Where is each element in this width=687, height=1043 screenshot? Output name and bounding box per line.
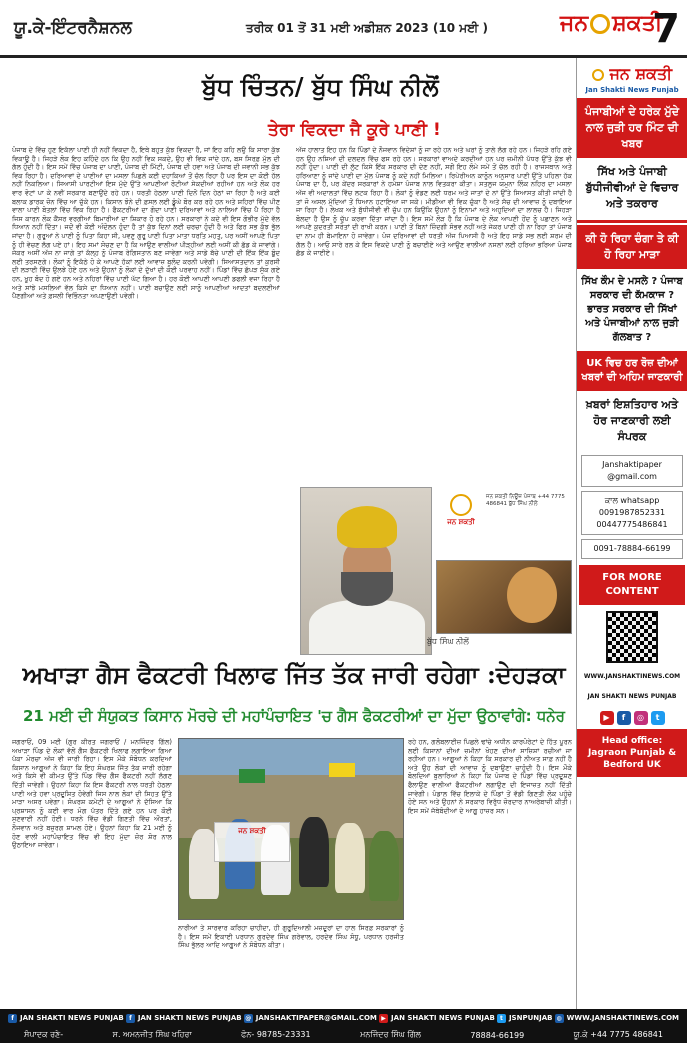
author-photo — [300, 487, 432, 655]
footer-credit: ਯੂ.ਕੇ +44 7775 486841 — [573, 1030, 663, 1039]
article-body-col1: ਪੰਜਾਬ ਦੇ ਵਿੱਚ ਹੁਣ ਇਕੱਲਾ ਪਾਣੀ ਹੀ ਨਹੀਂ ਵਿਕਦਾ ਹੈ, ਇਥੇ ਬਹੁਤ ਕੁੱਝ ਵਿਕਦਾ ਹੈ, ਜਾਂ ਇਹ ਕਹਿ ਲਉ ਕਿ ਸਾਰਾ ਕੁੱਝ ਵਿਕਾਊ ਹੈ। ਜਿਹੜੇ ਲੋਕ ਇਹ ਕਹਿੰਦੇ ਹਨ ਕਿ ਉਹ ਨਹੀਂ ਵਿਕ ਸਕਦੇ, ਉਹ ਵੀ ਵਿਕ ਜਾਂਦੇ ਹਨ, ਬਸ ਸਿਰਫ਼ ਮੁੱਲ ਦੀ ਗੱਲ ਹੁੰਦੀ ਹੈ। ਇਸ ਸਮੇਂ ਵਿੱਚ ਪੰਜਾਬ ਦਾ ਪਾਣੀ, ਪੰਜਾਬ ਦੀ ਮਿੱਟੀ, ਪੰਜਾਬ ਦੀ ਹਵਾ ਅਤੇ ਪੰਜਾਬ ਦੀ ਜਵਾਨੀ ਸਭ ਕੁੱਝ ਵਿਕ ਰਿਹਾ ਹੈ। ਦਰਿਆਵਾਂ ਦੇ ਪਾਣੀਆਂ ਦਾ ਮਸਲਾ ਪਿਛਲੇ ਕਈ ਦਹਾਕਿਆਂ ਤੋਂ ਚੱਲ ਰਿਹਾ ਹੈ ਪਰ ਇਸ ਦਾ ਕੋਈ ਹੱਲ ਨਹੀਂ ਨਿਕਲਿਆ। ਸਿਆਸੀ ਪਾਰਟੀਆਂ ਇਸ ਮੁੱਦੇ ਉੱਤੇ ਆਪਣੀਆਂ ਰੋਟੀਆਂ ਸੇਕਦੀਆਂ ਰਹੀਆਂ ਹਨ ਅਤੇ ਲੋਕ ਹਰ ਵਾਰ ਵੋਟਾਂ ਪਾ ਕੇ ਨਵੀਂ ਸਰਕਾਰ ਬਣਾਉਂਦੇ ਰਹੇ ਹਨ। ਧਰਤੀ ਹੇਠਲਾ ਪਾਣੀ ਦਿਨੋਂ ਦਿਨ ਹੇਠਾਂ ਜਾ ਰਿਹਾ ਹੈ ਅਤੇ ਕਈ ਬਲਾਕ ਡਾਰਕ ਜ਼ੋਨ ਵਿੱਚ ਆ ਚੁੱਕੇ ਹਨ। ਕਿਸਾਨ ਝੋਨੇ ਦੀ ਫ਼ਸਲ ਲਈ ਡੂੰਘੇ ਬੋਰ ਕਰ ਰਹੇ ਹਨ ਅਤੇ ਸ਼ਹਿਰਾਂ ਵਿੱਚ ਪੀਣ ਵਾਲਾ ਪਾਣੀ ਬੋਤਲਾਂ ਵਿੱਚ ਵਿਕ ਰਿਹਾ ਹੈ। ਫੈਕਟਰੀਆਂ ਦਾ ਗੰਦਾ ਪਾਣੀ ਦਰਿਆਵਾਂ ਅਤੇ ਨਾਲਿਆਂ ਵਿੱਚ ਪੈ ਰਿਹਾ ਹੈ ਜਿਸ ਕਾਰਨ ਲੋਕ ਕੈਂਸਰ ਵਰਗੀਆਂ ਬਿਮਾਰੀਆਂ ਦਾ ਸ਼ਿਕਾਰ ਹੋ ਰਹੇ ਹਨ। ਸਰਕਾਰਾਂ ਨੇ ਕਦੇ ਵੀ ਇਸ ਗੰਭੀਰ ਮੁੱਦੇ ਵੱਲ ਧਿਆਨ ਨਹੀਂ ਦਿੱਤਾ। ਜਦੋਂ ਵੀ ਕੋਈ ਅੰਦੋਲਨ ਹੁੰਦਾ ਹੈ ਤਾਂ ਕੁੱਝ ਦਿਨਾਂ ਲਈ ਚਰਚਾ ਹੁੰਦੀ ਹੈ ਅਤੇ ਫਿਰ ਸਭ ਕੁੱਝ ਭੁੱਲ ਜਾਂਦਾ ਹੈ। ਗੁਰੂਆਂ ਨੇ ਪਾਣੀ ਨੂੰ ਪਿਤਾ ਕਿਹਾ ਸੀ, ਪਵਣੁ ਗੁਰੂ ਪਾਣੀ ਪਿਤਾ ਮਾਤਾ ਧਰਤਿ ਮਹਤੁ, ਪਰ ਅਸੀਂ ਆਪਣੇ ਪਿਤਾ ਨੂੰ ਹੀ ਵੇਚਣ ਲੱਗ ਪਏ ਹਾਂ। ਇਹ ਸਮਾਂ ਸੋਚਣ ਦਾ ਹੈ ਕਿ ਆਉਣ ਵਾਲੀਆਂ ਪੀੜ੍ਹੀਆਂ ਲਈ ਅਸੀਂ ਕੀ ਛੱਡ ਕੇ ਜਾਵਾਂਗੇ। ਜੇਕਰ ਅਸੀਂ ਅੱਜ ਨਾ ਜਾਗੇ ਤਾਂ ਕੱਲ੍ਹ ਨੂੰ ਪੰਜਾਬ ਰੇਗਿਸਤਾਨ ਬਣ ਜਾਵੇਗਾ ਅਤੇ ਸਾਡੇ ਬੱਚੇ ਪਾਣੀ ਦੀ ਇੱਕ ਇੱਕ ਬੂੰਦ ਲਈ ਤਰਸਣਗੇ। ਲੋਕਾਂ ਨੂੰ ਇਕੱਠੇ ਹੋ ਕੇ ਆਪਣੇ ਹੱਕਾਂ ਲਈ ਆਵਾਜ਼ ਬੁਲੰਦ ਕਰਨੀ ਪਵੇਗੀ। ਸਿਆਸਤਦਾਨ ਤਾਂ ਕੁਰਸੀ ਦੀ ਲੜਾਈ ਵਿੱਚ ਉਲਝੇ ਹੋਏ ਹਨ ਅਤੇ ਉਹਨਾਂ ਨੂੰ ਲੋਕਾਂ ਦੇ ਦੁੱਖਾਂ ਦੀ ਕੋਈ ਪਰਵਾਹ ਨਹੀਂ। ਪਿੰਡਾਂ ਵਿੱਚ ਛੱਪੜ ਸੁੱਕ ਗਏ ਹਨ, ਖੂਹ ਬੰਦ ਹੋ ਗਏ ਹਨ ਅਤੇ ਨਹਿਰਾਂ ਵਿੱਚ ਪਾਣੀ ਘੱਟ ਗਿਆ ਹੈ। ਹਰ ਕੋਈ ਆਪਣੀ ਆਪਣੀ ਡਫਲੀ ਵਜਾ ਰਿਹਾ ਹੈ ਅਤੇ ਸਾਂਝੇ ਮਸਲਿਆਂ ਵੱਲ ਕਿਸੇ ਦਾ ਧਿਆਨ ਨਹੀਂ। ਪਾਣੀ ਬਚਾਉਣ ਲਈ ਸਾਨੂੰ ਆਪਣੀਆਂ ਆਦਤਾਂ ਬਦਲਣੀਆਂ ਪੈਣਗੀਆਂ ਅਤੇ ਫ਼ਸਲੀ ਵਿਭਿੰਨਤਾ ਅਪਣਾਉਣੀ ਪਵੇਗੀ। — [12, 146, 280, 301]
youtube-icon: ▶ — [379, 1014, 388, 1023]
article2-headline: ਅਖਾੜਾ ਗੈਸ ਫੈਕਟਰੀ ਖਿਲਾਫ ਜਿੱਤ ਤੱਕ ਜਾਰੀ ਰਹੇਗਾ :ਦੇਹੜਕਾ — [22, 660, 566, 689]
sidebar-promo-news: ਪੰਜਾਬੀਆਂ ਦੇ ਹਰੇਕ ਮੁੱਦੇ ਨਾਲ ਜੁੜੀ ਹਰ ਮਿੰਟ ਦੀ ਖਬਰ — [577, 98, 687, 158]
logo-text-right: ਸ਼ਕਤੀ — [612, 10, 663, 36]
section-title: ਯੂ.ਕੇ-ਇੰਟਰਨੈਸ਼ਨਲ — [14, 18, 132, 38]
mail-icon: @ — [245, 1014, 252, 1022]
footer-link-label: WWW.JANSHAKTINEWS.COM — [566, 1014, 679, 1022]
social-icon: f — [126, 1014, 135, 1023]
article-subheadline: ਤੇਰਾ ਵਿਕਦਾ ਜੈ ਕੂਰੇ ਪਾਣੀ ! — [268, 120, 441, 140]
protest-photo — [178, 738, 404, 920]
article2-body-col1: ਜਗਰਾਓਂ, 09 ਮਈ (ਗੁਰ ਕੀਰਤ ਜਗਰਾਓਂ / ਮਨਜਿੰਦਰ ਗਿੱਲ) ਅਖਾੜਾ ਪਿੰਡ ਦੇ ਲੋਕਾਂ ਵੱਲੋਂ ਗੈਸ ਫੈਕਟਰੀ ਖਿਲਾਫ ਲਗਾਇਆ ਗਿਆ ਪੱਕਾ ਮੋਰਚਾ ਅੱਜ ਵੀ ਜਾਰੀ ਰਿਹਾ। ਇਸ ਮੌਕੇ ਸੰਬੋਧਨ ਕਰਦਿਆਂ ਕਿਸਾਨ ਆਗੂਆਂ ਨੇ ਕਿਹਾ ਕਿ ਇਹ ਸੰਘਰਸ਼ ਜਿੱਤ ਤੱਕ ਜਾਰੀ ਰਹੇਗਾ ਅਤੇ ਕਿਸੇ ਵੀ ਕੀਮਤ ਉੱਤੇ ਪਿੰਡ ਵਿੱਚ ਗੈਸ ਫੈਕਟਰੀ ਨਹੀਂ ਲੱਗਣ ਦਿੱਤੀ ਜਾਵੇਗੀ। ਉਹਨਾਂ ਕਿਹਾ ਕਿ ਇਸ ਫੈਕਟਰੀ ਨਾਲ ਧਰਤੀ ਹੇਠਲਾ ਪਾਣੀ ਅਤੇ ਹਵਾ ਪ੍ਰਦੂਸ਼ਿਤ ਹੋਵੇਗੀ ਜਿਸ ਨਾਲ ਲੋਕਾਂ ਦੀ ਸਿਹਤ ਉੱਤੇ ਮਾੜਾ ਅਸਰ ਪਵੇਗਾ। ਸੰਘਰਸ਼ ਕਮੇਟੀ ਦੇ ਆਗੂਆਂ ਨੇ ਦੱਸਿਆ ਕਿ ਪ੍ਰਸ਼ਾਸਨ ਨੂੰ ਕਈ ਵਾਰ ਮੰਗ ਪੱਤਰ ਦਿੱਤੇ ਗਏ ਹਨ ਪਰ ਕੋਈ ਸੁਣਵਾਈ ਨਹੀਂ ਹੋਈ। ਧਰਨੇ ਵਿੱਚ ਵੱਡੀ ਗਿਣਤੀ ਵਿੱਚ ਔਰਤਾਂ, ਨੌਜਵਾਨ ਅਤੇ ਬਜ਼ੁਰਗ ਸ਼ਾਮਲ ਹੋਏ। ਉਹਨਾਂ ਕਿਹਾ ਕਿ 21 ਮਈ ਨੂੰ ਹੋਣ ਵਾਲੀ ਮਹਾਂਪੰਚਾਇਤ ਵਿੱਚ ਵੀ ਇਹ ਮੁੱਦਾ ਜ਼ੋਰ ਸ਼ੋਰ ਨਾਲ ਉਠਾਇਆ ਜਾਵੇਗਾ। — [12, 738, 172, 850]
footer-credits — [0, 1028, 687, 1042]
sidebar-logo-text: ਜਨ ਸ਼ਕਤੀ — [609, 64, 673, 83]
sidebar-promo-good-bad: ਕੀ ਹੋ ਰਿਹਾ ਚੰਗਾ ਤੇ ਕੀ ਹੋ ਰਿਹਾ ਮਾੜਾ — [577, 225, 687, 269]
footer-credit: ਮਨਜਿੰਦਰ ਸਿੰਘ ਗਿੱਲ — [360, 1030, 421, 1039]
sidebar-logo — [577, 64, 687, 84]
youtube-icon[interactable]: ▶ — [600, 711, 614, 725]
photo-person — [369, 831, 399, 901]
head-office: Head office: Jagraon Punjab & Bedford UK — [577, 729, 687, 777]
twitter-icon: t — [497, 1014, 506, 1023]
footer-links — [0, 1011, 687, 1025]
footer-link-item[interactable] — [126, 1014, 242, 1023]
footer-link-item[interactable] — [497, 1014, 553, 1023]
photo-turban — [337, 506, 397, 548]
phone-uk[interactable]: 00447775486841 — [596, 520, 668, 529]
sidebar-promo-views: ਸਿੱਖ ਅਤੇ ਪੰਜਾਬੀ ਬੁੱਧੀਜੀਵੀਆਂ ਦੇ ਵਿਚਾਰ ਅਤੇ ਤਕਰਾਰ — [577, 158, 687, 218]
inset-logo — [436, 492, 486, 552]
sidebar-logo-ring-icon — [592, 69, 604, 81]
sidebar-email[interactable]: Janshaktipaper @gmail.com — [581, 455, 683, 487]
article2-subheadline: 21 ਮਈ ਦੀ ਸੰਯੁਕਤ ਕਿਸਾਨ ਮੋਰਚੇ ਦੀ ਮਹਾਂਪੰਚਾਇਤ 'ਚ ਗੈਸ ਫੈਕਟਰੀਆਂ ਦਾ ਮੁੱਦਾ ਉਠਾਵਾਂਗੇ: ਧਨੇਰ — [23, 707, 565, 725]
inset-contact: ਜਨ ਸ਼ਕਤੀ ਨਿਊਜ਼ ਪੰਜਾਬ +44 7775 486841 ਬੁੱਧ ਸਿੰਘ ਨੀਲੋਂ — [486, 494, 565, 507]
article2-body-bottom: ਨਾਰੀਆਂ ਤੇ ਸਾਰਵਾਰ ਕਰਿਹਾ ਚਾਹੀਦਾ, ਹੀ ਗੁਰੂਦਿਆਲੀ ਮਜ਼ਦੂਰਾਂ ਦਾ ਹਾਲ ਸਿਰਫ਼ ਸਰਕਾਰਾਂ ਨੂੰ ਹੈ। ਇਸ ਸਮੇਂ ਇਕਾਈ ਪਰਧਾਨ ਗੁਰਦੇਵ ਸਿੰਘ ਗਰੇਵਾਲ, ਹਰਦੇਵ ਸਿੰਘ ਸੰਧੂ, ਪਰਧਾਨ ਹਰਜੀਤ ਸਿੰਘ ਭੁੱਲਰ ਆਦਿ ਆਗੂਆਂ ਨੇ ਸੰਬੋਧਨ ਕੀਤਾ। — [178, 924, 404, 950]
instagram-icon[interactable]: ◎ — [634, 711, 648, 725]
social-icons — [577, 711, 687, 725]
footer-link-item[interactable] — [379, 1014, 495, 1023]
sidebar — [576, 58, 687, 1009]
sidebar-promo-issues: ਸਿੱਖ ਕੌਮ ਦੇ ਮਸਲੇ ? ਪੰਜਾਬ ਸਰਕਾਰ ਦੀ ਕੱਮਕਾਜ ? ਭਾਰਤ ਸਰਕਾਰ ਦੀ ਸਿੱਖਾਂ ਅਤੇ ਪੰਜਾਬੀਆਂ ਨਾਲ ਜੁੜੀ ਗੱਲਬਾਤ ? — [577, 269, 687, 351]
social-icon: f — [8, 1014, 17, 1023]
footer-link-label: JSNPUNJAB — [508, 1014, 553, 1022]
photo-person — [299, 817, 329, 887]
footer-link-item[interactable] — [244, 1014, 377, 1023]
lion-mane — [507, 567, 557, 623]
sidebar-divider — [577, 220, 687, 223]
qr-code-icon — [606, 611, 658, 663]
logo-text-left: ਜਨ — [560, 10, 589, 36]
footer-credit: 78884-66199 — [470, 1030, 525, 1040]
photo-shirt — [309, 600, 425, 655]
article-opinion — [12, 62, 572, 652]
article-headline: ਬੁੱਧ ਚਿੰਤਨ/ ਬੁੱਧ ਸਿੰਘ ਨੀਲੋਂ — [202, 72, 439, 101]
footer-credit: ਸ. ਅਮਨਜੀਤ ਸਿੰਘ ਖਹਿਰਾ — [112, 1030, 192, 1039]
page-footer — [0, 1009, 687, 1043]
photo-flag — [239, 769, 265, 783]
page-header — [0, 0, 687, 58]
lion-image — [436, 560, 572, 634]
sidebar-promo-contact: ਖ਼ਬਰਾਂ ਇਸ਼ਤਿਹਾਰ ਅਤੇ ਹੋਰ ਜਾਣਕਾਰੀ ਲਈ ਸੰਪਰਕ — [577, 391, 687, 451]
whatsapp-label: ਕਾਲ whatsapp — [604, 496, 660, 505]
photo-beard — [341, 572, 393, 606]
phone-alt[interactable]: 0091-78884-66199 — [581, 539, 683, 559]
photo-watermark-logo: ਜਨ ਸ਼ਕਤੀ — [214, 822, 290, 862]
footer-link-label: JAN SHAKTI NEWS PUNJAB — [137, 1014, 242, 1022]
more-content-banner: FOR MORE CONTENT — [579, 565, 685, 605]
footer-link-label: JAN SHAKTI NEWS PUNJAB — [391, 1014, 495, 1022]
phone-india[interactable]: 0091987852331 — [598, 508, 666, 517]
sidebar-phones — [581, 491, 683, 535]
page-number: 7 — [652, 6, 680, 52]
photo-person — [335, 823, 365, 893]
footer-link-label: JAN SHAKTI NEWS PUNJAB — [20, 1014, 124, 1022]
facebook-icon[interactable]: f — [617, 711, 631, 725]
logo-ring-icon — [590, 14, 610, 34]
footer-link-item[interactable] — [8, 1014, 124, 1023]
sidebar-brand: Jan Shakti News Punjab — [585, 86, 679, 94]
inset-logo-text: ਜਨ ਸ਼ਕਤੀ — [447, 518, 475, 526]
author-caption: ਬੁੱਧ ਸਿੰਘ ਨੀਲੋਂ — [427, 637, 469, 646]
sidebar-promo-uk: UK ਵਿਚ ਹਰ ਰੋਜ਼ ਦੀਆਂ ਖਬਰਾਂ ਦੀ ਅਹਿਮ ਜਾਣਕਾਰੀ — [577, 351, 687, 391]
footer-credit: ਸੰਪਾਦਕ ਰਣੇ- — [24, 1030, 64, 1039]
photo-flag — [329, 763, 355, 777]
inset-logo-ring-icon — [450, 494, 472, 516]
twitter-icon[interactable]: t — [651, 711, 665, 725]
sidebar-website[interactable]: WWW.JANSHAKTINEWS.COM — [583, 673, 681, 680]
footer-credit: ਫੋਨ- 98785-23331 — [241, 1030, 311, 1039]
article-body-col2: ਅੱਜ ਹਾਲਾਤ ਇਹ ਹਨ ਕਿ ਪਿੰਡਾਂ ਦੇ ਨੌਜਵਾਨ ਵਿਦੇਸ਼ਾਂ ਨੂੰ ਜਾ ਰਹੇ ਹਨ ਅਤੇ ਘਰਾਂ ਨੂੰ ਤਾਲੇ ਲੱਗ ਰਹੇ ਹਨ। ਜਿਹੜੇ ਰਹਿ ਗਏ ਹਨ ਉਹ ਨਸ਼ਿਆਂ ਦੀ ਦਲਦਲ ਵਿੱਚ ਫਸ ਰਹੇ ਹਨ। ਸਰਕਾਰਾਂ ਵਾਅਦੇ ਕਰਦੀਆਂ ਹਨ ਪਰ ਜ਼ਮੀਨੀ ਪੱਧਰ ਉੱਤੇ ਕੁੱਝ ਵੀ ਨਹੀਂ ਹੁੰਦਾ। ਪਾਣੀ ਦੀ ਲੁੱਟ ਕਿਸੇ ਇੱਕ ਸਰਕਾਰ ਦੀ ਦੇਣ ਨਹੀਂ, ਸਗੋਂ ਇਹ ਲੰਮੇ ਸਮੇਂ ਤੋਂ ਚੱਲ ਰਹੀ ਹੈ। ਰਾਜਸਥਾਨ ਅਤੇ ਹਰਿਆਣਾ ਨੂੰ ਜਾਂਦੇ ਪਾਣੀ ਦਾ ਮੁੱਲ ਪੰਜਾਬ ਨੂੰ ਕਦੇ ਨਹੀਂ ਮਿਲਿਆ। ਰਿਪੇਰੀਅਨ ਕਾਨੂੰਨ ਅਨੁਸਾਰ ਪਾਣੀ ਉੱਤੇ ਪਹਿਲਾ ਹੱਕ ਪੰਜਾਬ ਦਾ ਹੈ, ਪਰ ਕੇਂਦਰ ਸਰਕਾਰਾਂ ਨੇ ਹਮੇਸ਼ਾ ਪੰਜਾਬ ਨਾਲ ਵਿਤਕਰਾ ਕੀਤਾ। ਸਤਲੁਜ ਯਮੁਨਾ ਲਿੰਕ ਨਹਿਰ ਦਾ ਮਸਲਾ ਅੱਜ ਵੀ ਅਦਾਲਤਾਂ ਵਿੱਚ ਲਟਕ ਰਿਹਾ ਹੈ। ਲੋਕਾਂ ਨੂੰ ਵੰਡਣ ਲਈ ਧਰਮ ਅਤੇ ਜਾਤਾਂ ਦੇ ਨਾਂ ਉੱਤੇ ਸਿਆਸਤ ਕੀਤੀ ਜਾਂਦੀ ਹੈ ਤਾਂ ਜੋ ਅਸਲ ਮੁੱਦਿਆਂ ਤੋਂ ਧਿਆਨ ਹਟਾਇਆ ਜਾ ਸਕੇ। ਮੀਡੀਆ ਵੀ ਵਿਕ ਚੁੱਕਾ ਹੈ ਅਤੇ ਸੱਚ ਦੀ ਆਵਾਜ਼ ਨੂੰ ਦਬਾਇਆ ਜਾ ਰਿਹਾ ਹੈ। ਲੇਖਕ ਅਤੇ ਬੁੱਧੀਜੀਵੀ ਵੀ ਚੁੱਪ ਹਨ ਕਿਉਂਕਿ ਉਹਨਾਂ ਨੂੰ ਇਨਾਮਾਂ ਅਤੇ ਅਹੁਦਿਆਂ ਦਾ ਲਾਲਚ ਹੈ। ਜਿਹੜਾ ਬੋਲਦਾ ਹੈ ਉਸ ਨੂੰ ਚੁੱਪ ਕਰਵਾ ਦਿੱਤਾ ਜਾਂਦਾ ਹੈ। ਇਸ ਸਮੇਂ ਲੋੜ ਹੈ ਕਿ ਪੰਜਾਬ ਦੇ ਲੋਕ ਆਪਣੀ ਹੋਂਦ ਨੂੰ ਪਛਾਣਨ ਅਤੇ ਆਪਣੇ ਕੁਦਰਤੀ ਸਰੋਤਾਂ ਦੀ ਰਾਖੀ ਕਰਨ। ਪਾਣੀ ਤੋਂ ਬਿਨਾਂ ਜ਼ਿੰਦਗੀ ਸੰਭਵ ਨਹੀਂ ਅਤੇ ਜੇਕਰ ਪਾਣੀ ਹੀ ਨਾ ਰਿਹਾ ਤਾਂ ਪੰਜਾਬ ਦਾ ਨਾਮ ਹੀ ਬੇਮਾਇਨਾ ਹੋ ਜਾਵੇਗਾ। ਪੰਜ ਦਰਿਆਵਾਂ ਦੀ ਧਰਤੀ ਅੱਜ ਪਿਆਸੀ ਹੈ ਅਤੇ ਇਹ ਸਾਡੇ ਸਭ ਲਈ ਸ਼ਰਮ ਦੀ ਗੱਲ ਹੈ। ਆਓ ਸਾਰੇ ਰਲ ਕੇ ਇਸ ਵਿਕਦੇ ਪਾਣੀ ਨੂੰ ਬਚਾਈਏ ਅਤੇ ਆਉਣ ਵਾਲੀਆਂ ਨਸਲਾਂ ਲਈ ਹਰਿਆ ਭਰਿਆ ਪੰਜਾਬ ਛੱਡ ਕੇ ਜਾਈਏ। — [296, 146, 572, 258]
edition-date: ਤਰੀਕ 01 ਤੋਂ 31 ਮਈ ਅਡੀਸ਼ਨ 2023 (10 ਮਈ ) — [246, 21, 488, 35]
footer-link-item[interactable] — [555, 1014, 679, 1023]
article2-body-col3: ਰਹੇ ਹਨ, ਗਲੋਬਲਾਈਜ਼ ਪਿਛਲੇ ਢਾਂਚੇ ਅਧੀਨ ਕਾਰਪੋਰੇਟਾਂ ਦੇ ਹਿੱਤ ਪੂਰਨ ਲਈ ਕਿਸਾਨਾਂ ਦੀਆਂ ਜ਼ਮੀਨਾਂ ਖੋਹਣ ਦੀਆਂ ਸਾਜ਼ਿਸ਼ਾਂ ਰਚੀਆਂ ਜਾ ਰਹੀਆਂ ਹਨ। ਆਗੂਆਂ ਨੇ ਕਿਹਾ ਕਿ ਸਰਕਾਰ ਦੀ ਨੀਅਤ ਸਾਫ਼ ਨਹੀਂ ਹੈ ਅਤੇ ਉਹ ਲੋਕਾਂ ਦੀ ਆਵਾਜ਼ ਨੂੰ ਦਬਾਉਣਾ ਚਾਹੁੰਦੀ ਹੈ। ਇਸ ਮੌਕੇ ਬੋਲਦਿਆਂ ਬੁਲਾਰਿਆਂ ਨੇ ਕਿਹਾ ਕਿ ਪੰਜਾਬ ਦੇ ਪਿੰਡਾਂ ਵਿੱਚ ਪ੍ਰਦੂਸ਼ਣ ਫੈਲਾਉਣ ਵਾਲੀਆਂ ਫੈਕਟਰੀਆਂ ਲਗਾਉਣ ਦੀ ਇਜਾਜ਼ਤ ਨਹੀਂ ਦਿੱਤੀ ਜਾਵੇਗੀ। ਪੰਡਾਲ ਵਿੱਚ ਇਲਾਕੇ ਦੇ ਪਿੰਡਾਂ ਤੋਂ ਵੱਡੀ ਗਿਣਤੀ ਲੋਕ ਪਹੁੰਚੇ ਹੋਏ ਸਨ ਅਤੇ ਉਹਨਾਂ ਨੇ ਸਰਕਾਰ ਵਿਰੁੱਧ ਜ਼ੋਰਦਾਰ ਨਾਅਰੇਬਾਜ਼ੀ ਕੀਤੀ। ਇਸ ਸਮੇਂ ਜੱਥੇਬੰਦੀਆਂ ਦੇ ਆਗੂ ਹਾਜ਼ਰ ਸਨ। — [408, 738, 572, 815]
footer-link-label: JANSHAKTIPAPER@GMAIL.COM — [255, 1014, 377, 1022]
sidebar-social-label: JAN SHAKTI NEWS PUNJAB — [587, 693, 677, 700]
globe-icon: ◍ — [556, 1014, 562, 1022]
